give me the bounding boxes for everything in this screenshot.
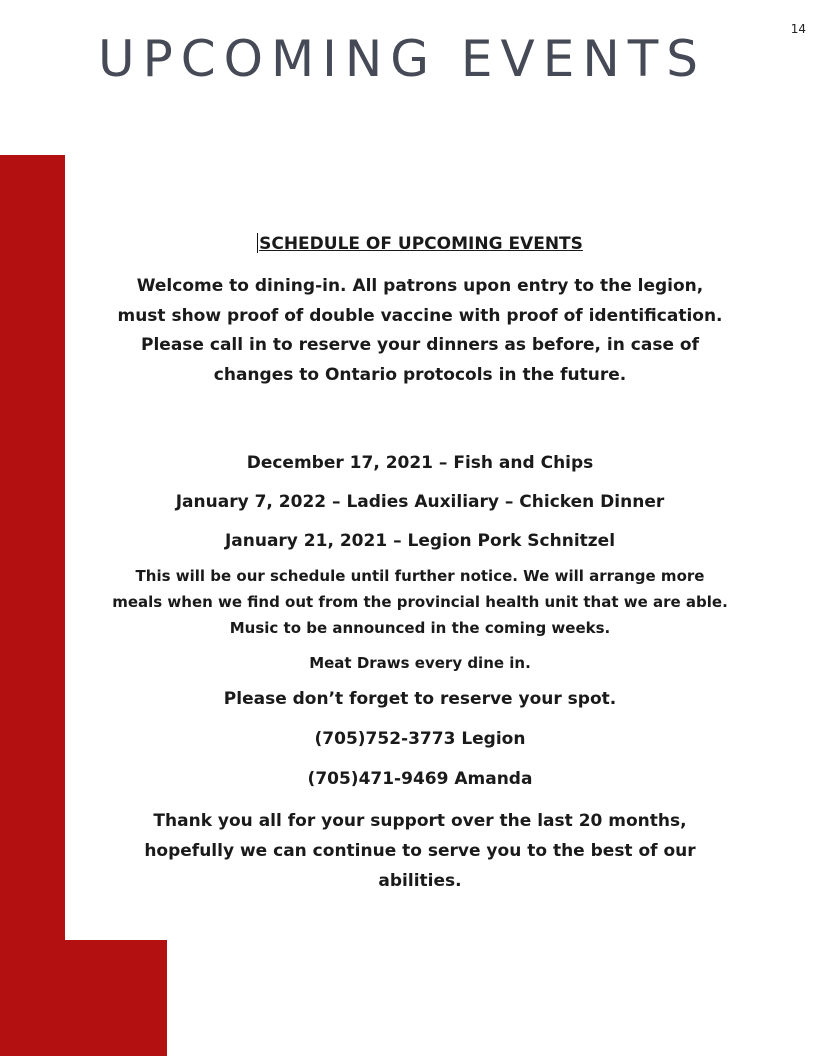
- page-number: 14: [790, 22, 806, 36]
- text-cursor: [257, 233, 258, 253]
- thank-you-message: Thank you all for your support over the last 20 months, hopefully we can continue to serve you to the best of our abilities.: [144, 811, 696, 891]
- page-title: UPCOMING EVENTS: [97, 30, 706, 88]
- schedule-section: [110, 230, 730, 896]
- schedule-notice: This will be our schedule until further notice. We will arrange more meals when we find out from the provincial health unit that we are able. Music to be announced in the coming weeks.: [112, 567, 728, 637]
- welcome-paragraph: Welcome to dining-in. All patrons upon entry to the legion, must show proof of double vaccine with proof of identification. Please call in to reserve your dinners as before, in case of changes to Ontario protocols in the future.: [117, 276, 723, 385]
- schedule-heading: [110, 230, 730, 258]
- reservation-reminder: Please don’t forget to reserve your spot.: [223, 689, 617, 709]
- meat-draws-note: Meat Draws every dine in.: [309, 654, 531, 672]
- decorative-red-bar: [0, 155, 65, 1056]
- phone-legion: (705)752-3773 Legion: [314, 729, 526, 749]
- event-item: December 17, 2021 – Fish and Chips: [246, 453, 594, 473]
- event-item: January 7, 2022 – Ladies Auxiliary – Chicken Dinner: [175, 492, 665, 512]
- phone-amanda: (705)471-9469 Amanda: [307, 769, 533, 789]
- decorative-red-block: [0, 940, 167, 1056]
- event-item: January 21, 2021 – Legion Pork Schnitzel: [224, 531, 616, 551]
- schedule-heading-text: SCHEDULE OF UPCOMING EVENTS: [259, 234, 583, 254]
